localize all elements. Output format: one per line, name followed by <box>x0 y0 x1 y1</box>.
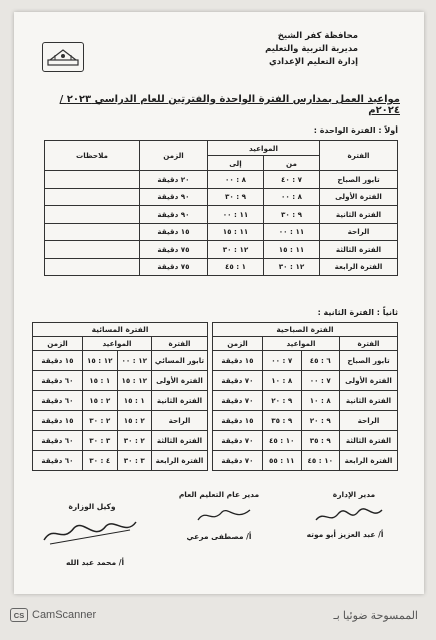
cell-from: ١٠ : ٤٥ <box>301 451 340 471</box>
cell-duration: ٩٠ دقيقة <box>140 188 208 206</box>
letterhead <box>208 30 358 69</box>
cell-notes <box>45 206 140 224</box>
cell-period: الفترة الثالثة <box>340 431 398 451</box>
cell-from: ٩ : ٣٥ <box>301 431 340 451</box>
page-title: مواعيد العمل بمدارس الفترة الواحدة والفترتين للعام الدراسي ٢٠٢٣ / ٢٠٢٤م <box>59 94 400 116</box>
cell-period: الفترة الرابعة <box>152 451 208 471</box>
table-row <box>45 258 398 276</box>
ministry-deputy-signature-icon <box>40 516 140 548</box>
camscanner-brand <box>10 608 96 622</box>
cell-from: ٨ : ٠٠ <box>264 188 320 206</box>
cell-from: ٢ : ٣٠ <box>117 431 152 451</box>
evening-period-table <box>32 322 208 471</box>
cell-duration: ٦٠ دقيقة <box>33 371 83 391</box>
cell-to: ٣ : ٣٠ <box>83 431 118 451</box>
table-row <box>45 241 398 259</box>
cell-duration: ١٥ دقيقة <box>33 411 83 431</box>
cell-to: ٢ : ١٥ <box>83 391 118 411</box>
table-row <box>45 188 398 206</box>
cell-from: ٦ : ٤٥ <box>301 351 340 371</box>
morning-col-times: المواعيد <box>263 337 340 351</box>
cell-from: ١٢ : ١٥ <box>117 371 152 391</box>
admin-signature-icon <box>314 506 384 526</box>
cell-period: الفترة الأولى <box>340 371 398 391</box>
cell-from: ٨ : ١٠ <box>301 391 340 411</box>
cell-notes <box>45 188 140 206</box>
cell-to: ٩ : ٣٠ <box>208 188 264 206</box>
cell-period: الفترة الأولى <box>152 371 208 391</box>
table-row <box>213 431 398 451</box>
cell-from: ٩ : ٣٠ <box>264 206 320 224</box>
cell-duration: ٦٠ دقيقة <box>33 431 83 451</box>
table-row <box>45 171 398 189</box>
cell-period: الراحة <box>320 223 398 241</box>
cell-from: ٧ : ٠٠ <box>301 371 340 391</box>
cell-to: ٩ : ٣٥ <box>263 411 302 431</box>
cell-duration: ١٥ دقيقة <box>213 411 263 431</box>
cell-period: الفترة الرابعة <box>340 451 398 471</box>
table-row <box>33 351 208 371</box>
col-duration: الزمن <box>140 141 208 171</box>
header-line-governorate: محافظة كفر الشيخ <box>277 31 358 41</box>
cell-period: تابور الصباح <box>320 171 398 189</box>
cell-to: ٤ : ٣٠ <box>83 451 118 471</box>
cell-to: ٧ : ٠٠ <box>263 351 302 371</box>
cell-to: ١٠ : ٤٥ <box>263 431 302 451</box>
evening-col-period: الفترة <box>152 337 208 351</box>
cell-to: ١٢ : ١٥ <box>83 351 118 371</box>
col-times: المواعيد <box>208 141 320 156</box>
cell-period: تابور الصباح <box>340 351 398 371</box>
header-line-directorate: مديرية التربية والتعليم <box>265 44 358 54</box>
ministry-deputy-name: أ/ محمد عبد الله <box>65 558 125 567</box>
cell-to: ١١ : ٥٥ <box>263 451 302 471</box>
evening-col-duration: الزمن <box>33 337 83 351</box>
morning-period-table <box>212 322 398 471</box>
table-row <box>33 431 208 451</box>
cell-period: الراحة <box>152 411 208 431</box>
single-period-table <box>44 140 398 276</box>
cell-to: ٨ : ٠٠ <box>208 171 264 189</box>
table-row <box>33 371 208 391</box>
cell-duration: ٧٠ دقيقة <box>213 371 263 391</box>
ministry-deputy-title: وكيل الوزارة <box>68 502 116 511</box>
admin-signature-title: مدير الإدارة <box>332 490 376 499</box>
col-period: الفترة <box>320 141 398 171</box>
cell-from: ١٢ : ٠٠ <box>117 351 152 371</box>
cell-period: الفترة الثالثة <box>320 241 398 259</box>
cell-duration: ٧٥ دقيقة <box>140 241 208 259</box>
table-row <box>213 391 398 411</box>
cell-notes <box>45 258 140 276</box>
ministry-logo-icon <box>42 42 84 72</box>
document-page <box>14 12 424 594</box>
evening-col-times: المواعيد <box>83 337 152 351</box>
cell-period: الفترة الثالثة <box>152 431 208 451</box>
col-to: إلى <box>208 156 264 171</box>
cell-from: ٢ : ١٥ <box>117 411 152 431</box>
table-row <box>213 451 398 471</box>
cell-from: ١١ : ٠٠ <box>264 223 320 241</box>
cell-duration: ٦٠ دقيقة <box>33 451 83 471</box>
table-row <box>213 411 398 431</box>
cell-duration: ٧٠ دقيقة <box>213 431 263 451</box>
evening-caption: الفترة المسائية <box>33 323 208 337</box>
cell-duration: ٧٥ دقيقة <box>140 258 208 276</box>
table-row <box>45 206 398 224</box>
cell-duration: ١٥ دقيقة <box>33 351 83 371</box>
cell-period: الفترة الثانية <box>152 391 208 411</box>
cell-duration: ٦٠ دقيقة <box>33 391 83 411</box>
col-from: من <box>264 156 320 171</box>
scanner-footer <box>0 604 436 626</box>
cell-duration: ٩٠ دقيقة <box>140 206 208 224</box>
cell-period: الفترة الثانية <box>340 391 398 411</box>
camscanner-logo-icon: CS <box>10 608 28 622</box>
cell-to: ١٢ : ٣٠ <box>208 241 264 259</box>
cell-from: ٩ : ٢٠ <box>301 411 340 431</box>
cell-to: ٢ : ٣٠ <box>83 411 118 431</box>
section2-label: ثانياً : الفترة الثانية : <box>317 308 398 317</box>
table-row <box>33 391 208 411</box>
admin-signature-name: أ/ عبد العزيز أبو موته <box>306 530 384 539</box>
morning-caption: الفترة الصباحية <box>213 323 398 337</box>
morning-col-period: الفترة <box>340 337 398 351</box>
cell-period: الفترة الأولى <box>320 188 398 206</box>
table-row <box>45 223 398 241</box>
table-row <box>33 411 208 431</box>
cell-to: ١ : ١٥ <box>83 371 118 391</box>
cell-notes <box>45 171 140 189</box>
cell-period: الفترة الرابعة <box>320 258 398 276</box>
header-line-administration: إدارة التعليم الإعدادي <box>268 57 358 67</box>
cell-from: ٧ : ٤٠ <box>264 171 320 189</box>
cell-duration: ٧٠ دقيقة <box>213 451 263 471</box>
camscanner-name: CamScanner <box>32 609 97 621</box>
col-notes: ملاحظات <box>45 141 140 171</box>
section1-label: أولاً : الفترة الواحدة : <box>313 126 398 135</box>
table-row <box>33 451 208 471</box>
cell-to: ١ : ٤٥ <box>208 258 264 276</box>
general-director-name: أ/ مصطفى مرعي <box>186 532 252 541</box>
cell-duration: ١٥ دقيقة <box>213 351 263 371</box>
table-row <box>213 351 398 371</box>
cell-duration: ٧٠ دقيقة <box>213 391 263 411</box>
morning-col-duration: الزمن <box>213 337 263 351</box>
general-director-title: مدير عام التعليم العام <box>178 490 260 499</box>
cell-from: ١٢ : ٣٠ <box>264 258 320 276</box>
cell-notes <box>45 223 140 241</box>
cell-to: ١١ : ٠٠ <box>208 206 264 224</box>
cell-duration: ١٥ دقيقة <box>140 223 208 241</box>
cell-from: ٣ : ٣٠ <box>117 451 152 471</box>
cell-to: ٩ : ٢٠ <box>263 391 302 411</box>
cell-from: ١ : ١٥ <box>117 391 152 411</box>
table-row <box>213 371 398 391</box>
cell-to: ٨ : ١٠ <box>263 371 302 391</box>
cell-to: ١١ : ١٥ <box>208 223 264 241</box>
cell-notes <box>45 241 140 259</box>
cell-period: تابور المسائي <box>152 351 208 371</box>
cell-period: الفترة الثانية <box>320 206 398 224</box>
cell-duration: ٢٠ دقيقة <box>140 171 208 189</box>
cell-period: الراحة <box>340 411 398 431</box>
cell-from: ١١ : ١٥ <box>264 241 320 259</box>
scanned-with-text: الممسوحة ضوئيا بـ <box>333 609 418 622</box>
general-director-signature-icon <box>194 502 254 528</box>
